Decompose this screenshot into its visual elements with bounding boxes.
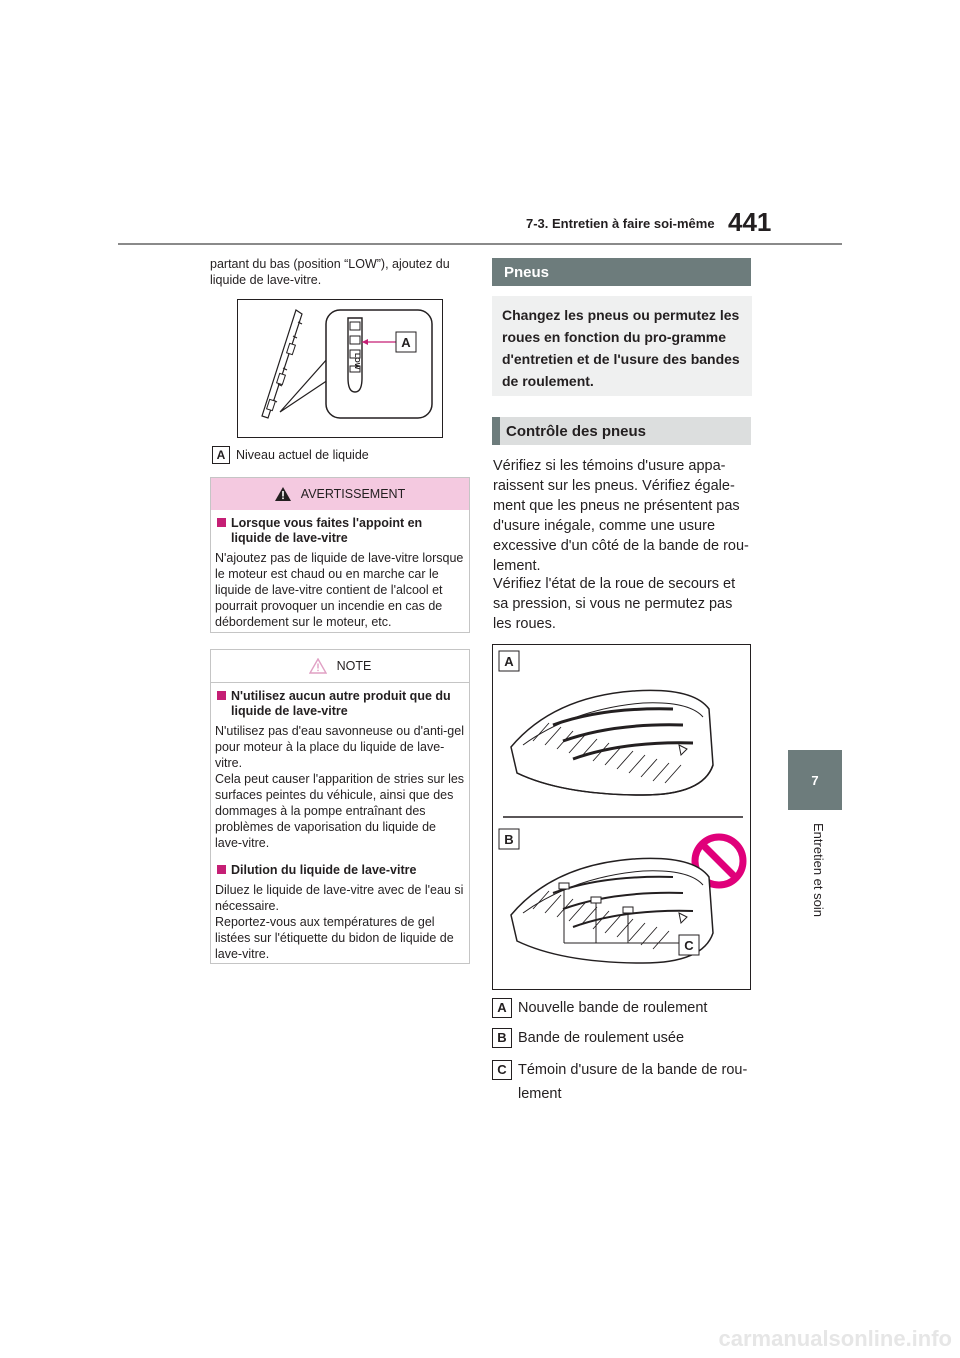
chapter-tab-label: Entretien et soin: [811, 823, 826, 917]
figure-caption: [212, 446, 369, 464]
note-item-2-text: Diluez le liquide de lave-vitre avec de l'eau si nécessaire. Reportez-vous aux températures de gel listées sur l'étiquette du bidon de liquide de lave-vitre.: [215, 883, 464, 961]
caution-outline-icon: [309, 658, 327, 674]
note-item-2-subtitle: Dilution du liquide de lave-vitre: [215, 863, 465, 878]
warning-subtitle: Lorsque vous faites l'appoint en liquide de lave-vitre: [215, 516, 465, 546]
caption-label: A: [212, 446, 230, 464]
page-number: 441: [728, 207, 772, 237]
tire-label-a: A: [504, 654, 514, 669]
figure-callout-label: A: [401, 335, 411, 350]
warning-header: [211, 478, 469, 510]
note-item-1-text: N'utilisez pas d'eau savonneuse ou d'anti-gel pour moteur à la place du liquide de lave-vitre. Cela peut causer l'apparition de stries sur les surfaces peintes du véhicule, ainsi que des dommages à la pompe entraînant des problèmes de vaporisation du liquide de lave-vitre.: [215, 724, 465, 850]
legend-item-a: A Nouvelle bande de roulement: [492, 998, 752, 1018]
new-tread-drawing: [511, 690, 713, 795]
washer-gauge-illustration: [238, 300, 442, 437]
tire-tread-figure: [492, 644, 751, 990]
tire-label-c: C: [684, 938, 694, 953]
watermark: carmanualsonline.info: [718, 1326, 952, 1351]
gauge-low-text: LOW: [353, 353, 360, 370]
warning-box: [210, 477, 470, 633]
warning-title: AVERTISSEMENT: [300, 487, 406, 501]
section-summary: Changez les pneus ou permutez les roues en fonction du pro-gramme d'entretien et de l'usure des bandes de roulement.: [492, 296, 752, 396]
intro-text: partant du bas (position “LOW”), ajoutez du liquide de lave-vitre.: [210, 257, 450, 287]
paragraph-wear-indicators: Vérifiez si les témoins d'usure appa-raissent sur les pneus. Vérifiez égale-ment que les pneus ne présentent pas d'usure inégale, comme une usure excessive d'un côté de la bande de rou-lement.: [493, 458, 749, 574]
tire-tread-illustration: [493, 645, 750, 989]
note-item-1-subtitle: N'utilisez aucun autre produit que du liquide de lave-vitre: [215, 689, 465, 719]
legend-item-b: B Bande de roulement usée: [492, 1028, 752, 1048]
legend-item-c: C Témoin d'usure de la bande de rou-lement: [492, 1058, 752, 1106]
note-box: [210, 649, 470, 964]
warning-text: N'ajoutez pas de liquide de lave-vitre lorsque le moteur est chaud ou en marche car le liquide de lave-vitre contient de l'alcool et pourrait provoquer un incendie en cas de débordement sur le moteur, etc.: [215, 551, 464, 629]
caption-text: Niveau actuel de liquide: [236, 448, 369, 462]
subsection-title-bar: Contrôle des pneus: [492, 417, 751, 445]
header-section-title: 7-3. Entretien à faire soi-même: [526, 216, 715, 231]
note-title: NOTE: [336, 659, 372, 673]
section-title-bar: Pneus: [492, 258, 751, 286]
header-rule: [118, 243, 842, 245]
warning-triangle-icon: [275, 487, 291, 501]
paragraph-spare-wheel: Vérifiez l'état de la roue de secours et sa pression, si vous ne permutez pas les roues.: [493, 576, 736, 632]
chapter-tab[interactable]: 7: [788, 750, 842, 810]
washer-gauge-figure: [237, 299, 443, 438]
tire-label-b: B: [504, 832, 514, 847]
tire-legend: [492, 998, 752, 1106]
note-header: [211, 650, 469, 683]
